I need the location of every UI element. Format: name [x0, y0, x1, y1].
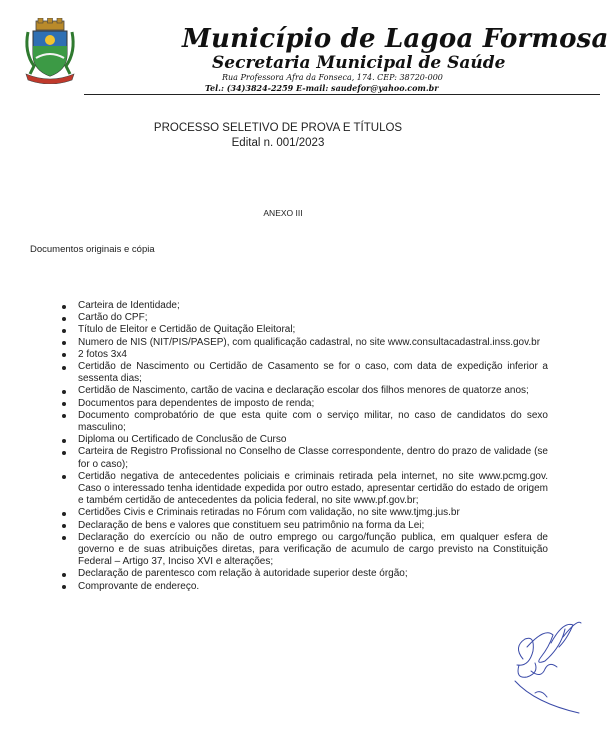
address-line: Rua Professora Afra da Fonseca, 174. CEP: 38720-000	[222, 73, 443, 82]
list-item: Título de Eleitor e Certidão de Quitação Eleitoral;	[60, 324, 548, 336]
handwritten-signature	[505, 617, 585, 717]
list-item: Carteira de Registro Profissional no Conselho de Classe correspondente, dentro do prazo de validade (se for o caso);	[60, 446, 548, 470]
department-subtitle: Secretaria Municipal de Saúde	[212, 53, 506, 73]
required-documents-list	[60, 300, 548, 593]
list-item: Certidão de Nascimento ou Certidão de Casamento se for o caso, com data de expedição inferior a sessenta dias;	[60, 361, 548, 385]
list-item: 2 fotos 3x4	[60, 349, 548, 361]
list-item: Certidões Civis e Criminais retiradas no Fórum com validação, no site www.tjmg.jus.br	[60, 507, 548, 519]
list-item: Certidão negativa de antecedentes policiais e criminais retirada pela internet, no site www.pcmg.gov. Caso o interessado tenha identidade expedida por outro estado, apresentar certidão do estado de origem e também certidão de antecedentes da policia federal, no site www.pf.gov.br;	[60, 471, 548, 508]
list-item: Carteira de Identidade;	[60, 300, 548, 312]
list-item: Declaração do exercício ou não de outro emprego ou cargo/função publica, em qualquer esfera de governo e de suas atribuições diretas, para verificação de acumulo de cargo previsto na Constituição Federal – Artigo 37, Inciso XVI e alterações;	[60, 532, 548, 569]
municipality-title: Município de Lagoa Formosa	[182, 24, 609, 54]
process-title: PROCESSO SELETIVO DE PROVA E TÍTULOS	[153, 122, 403, 134]
list-item: Numero de NIS (NIT/PIS/PASEP), com qualificação cadastral, no site www.consultacadastral.inss.gov.br	[60, 337, 548, 349]
list-item: Documentos para dependentes de imposto de renda;	[60, 398, 548, 410]
annex-label: ANEXO III	[263, 208, 303, 218]
process-heading	[0, 121, 614, 151]
edital-number: Edital n. 001/2023	[231, 137, 325, 149]
contact-line: Tel.: (34)3824-2259 E-mail: saudefor@yahoo.com.br	[205, 83, 439, 93]
list-item: Comprovante de endereço.	[60, 581, 548, 593]
list-item: Declaração de bens e valores que constituem seu patrimônio na forma da Lei;	[60, 520, 548, 532]
list-item: Documento comprobatório de que esta quite com o serviço militar, no caso de candidatos do sexo masculino;	[60, 410, 548, 434]
list-item: Diploma ou Certificado de Conclusão de Curso	[60, 434, 548, 446]
list-item: Cartão do CPF;	[60, 312, 548, 324]
header-divider	[84, 94, 600, 95]
list-item: Certidão de Nascimento, cartão de vacina e declaração escolar dos filhos menores de quatorze anos;	[60, 385, 548, 397]
municipal-crest-logo	[22, 18, 78, 84]
list-item: Declaração de parentesco com relação à autoridade superior deste órgão;	[60, 568, 548, 580]
documents-intro: Documentos originais e cópia	[30, 244, 155, 255]
